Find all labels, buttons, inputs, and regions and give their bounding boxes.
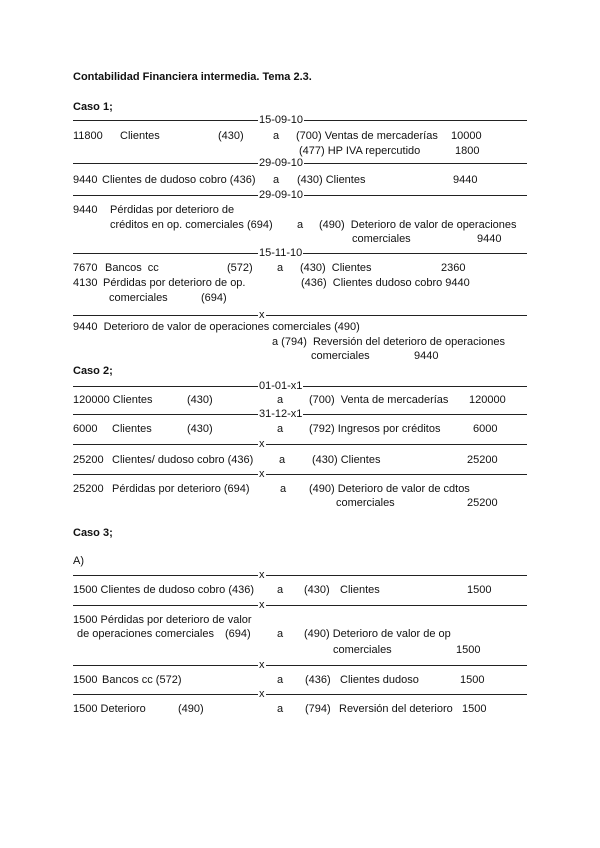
credit-account: (490) Deterioro de valor de cdtos bbox=[309, 483, 470, 495]
credit-account: (436) Clientes dudoso cobro 9440 bbox=[301, 277, 470, 289]
entry-connector: a bbox=[277, 703, 284, 715]
debit-amount: 11800 bbox=[73, 130, 103, 142]
credit-amount: 1500 bbox=[456, 644, 481, 656]
entry-separator bbox=[73, 408, 527, 421]
entry-marker: x bbox=[259, 569, 265, 581]
credit-amount: 2360 bbox=[441, 262, 466, 274]
entry-connector: a bbox=[277, 584, 284, 596]
debit-account: Pérdidas por deterioro de bbox=[110, 204, 235, 216]
credit-account: Reversión del deterioro bbox=[339, 703, 453, 715]
debit-amount: 25200 bbox=[73, 454, 104, 466]
entry-date: 31-12-x1 bbox=[259, 408, 303, 420]
debit-account: Pérdidas por deterioro (694) bbox=[112, 483, 250, 495]
entry-connector: a bbox=[273, 174, 280, 186]
entry-separator bbox=[73, 599, 527, 612]
entry-separator bbox=[73, 468, 527, 481]
entry-connector: a bbox=[277, 628, 284, 640]
account-code: (430) bbox=[187, 423, 213, 435]
debit-account: Clientes bbox=[120, 130, 160, 142]
debit-line: 9440 Deterioro de valor de operaciones comerciales (490) bbox=[73, 321, 360, 333]
debit-account: comerciales bbox=[109, 292, 168, 304]
debit-line: 1500 Clientes de dudoso cobro (436) bbox=[73, 584, 255, 596]
credit-amount: 1500 bbox=[462, 703, 487, 715]
credit-account: (430) Clientes bbox=[312, 454, 381, 466]
credit-account: Clientes dudoso bbox=[340, 674, 419, 686]
credit-amount: 25200 bbox=[467, 454, 498, 466]
credit-amount: 9440 bbox=[453, 174, 478, 186]
case-2-heading: Caso 2; bbox=[73, 365, 113, 377]
account-code: (694) bbox=[225, 628, 251, 640]
entry-marker: x bbox=[259, 599, 265, 611]
entry-separator bbox=[73, 438, 527, 451]
entry-date: 29-09-10 bbox=[259, 157, 304, 169]
credit-account: Clientes bbox=[340, 584, 380, 596]
account-code: (572) bbox=[227, 262, 253, 274]
subsection-label: A) bbox=[73, 555, 84, 567]
debit-amount: 1500 bbox=[73, 674, 98, 686]
debit-amount: 7670 bbox=[73, 262, 98, 274]
credit-account: comerciales bbox=[352, 233, 411, 245]
credit-account: (792) Ingresos por créditos bbox=[309, 423, 441, 435]
credit-account: (700) Ventas de mercaderías bbox=[296, 130, 438, 142]
entry-marker: x bbox=[259, 438, 265, 450]
case-3-heading: Caso 3; bbox=[73, 527, 113, 539]
entry-separator bbox=[73, 189, 527, 202]
entry-marker: x bbox=[259, 659, 265, 671]
account-code: (436) bbox=[305, 674, 331, 686]
account-code: (430) bbox=[187, 394, 213, 406]
credit-account: (700) Venta de mercaderías bbox=[309, 394, 449, 406]
case-1-heading: Caso 1; bbox=[73, 101, 113, 113]
debit-amount: 9440 bbox=[73, 204, 98, 216]
entry-marker: x bbox=[259, 468, 265, 480]
debit-line: 1500 Pérdidas por deterioro de valor bbox=[73, 614, 252, 626]
debit-account: Clientes de dudoso cobro (436) bbox=[102, 174, 256, 186]
entry-connector: a bbox=[279, 454, 286, 466]
debit-account: Bancos cc bbox=[105, 262, 159, 274]
account-code: (490) bbox=[178, 703, 204, 715]
entry-connector: a bbox=[273, 130, 280, 142]
credit-account: (430) Clientes bbox=[300, 262, 372, 274]
entry-connector: a bbox=[277, 394, 284, 406]
credit-amount: 1500 bbox=[460, 674, 485, 686]
credit-account: (490) Deterioro de valor de operaciones bbox=[319, 219, 517, 231]
debit-amount: 4130 bbox=[73, 277, 98, 289]
entry-separator bbox=[73, 380, 527, 393]
entry-date: 15-11-10 bbox=[259, 247, 303, 259]
credit-account: comerciales bbox=[333, 644, 392, 656]
entry-connector: a bbox=[297, 219, 304, 231]
account-code: (794) bbox=[305, 703, 331, 715]
entry-date: 15-09-10 bbox=[259, 114, 304, 126]
credit-amount: 9440 bbox=[414, 350, 439, 362]
debit-account: Bancos cc (572) bbox=[102, 674, 182, 686]
debit-amount: 25200 bbox=[73, 483, 104, 495]
debit-amount: 9440 bbox=[73, 174, 98, 186]
debit-account: Clientes bbox=[112, 423, 152, 435]
debit-account: créditos en op. comerciales (694) bbox=[110, 219, 273, 231]
entry-date: 01-01-x1 bbox=[259, 380, 303, 392]
credit-amount: 10000 bbox=[451, 130, 482, 142]
credit-amount: 9440 bbox=[477, 233, 502, 245]
entry-separator bbox=[73, 157, 527, 170]
entry-separator bbox=[73, 688, 527, 701]
debit-account: Clientes/ dudoso cobro (436) bbox=[112, 454, 254, 466]
account-code: (430) bbox=[304, 584, 330, 596]
entry-connector: a bbox=[277, 423, 284, 435]
credit-account: comerciales bbox=[311, 350, 370, 362]
credit-amount: 6000 bbox=[473, 423, 498, 435]
debit-line: 120000 Clientes bbox=[73, 394, 153, 406]
entry-separator bbox=[73, 247, 527, 260]
entry-connector: a bbox=[280, 483, 287, 495]
debit-line: 1500 Deterioro bbox=[73, 703, 146, 715]
entry-connector: a bbox=[277, 674, 284, 686]
entry-separator bbox=[73, 569, 527, 582]
entry-separator bbox=[73, 114, 527, 127]
credit-account: (430) Clientes bbox=[297, 174, 366, 186]
debit-amount: 6000 bbox=[73, 423, 98, 435]
account-code: (694) bbox=[201, 292, 227, 304]
credit-amount: 25200 bbox=[467, 497, 498, 509]
credit-amount: 120000 bbox=[469, 394, 506, 406]
credit-account: a (794) Reversión del deterioro de operaciones bbox=[272, 336, 505, 348]
entry-marker: x bbox=[259, 309, 265, 321]
credit-amount: 1500 bbox=[467, 584, 492, 596]
debit-account: de operaciones comerciales bbox=[77, 628, 214, 640]
document-title: Contabilidad Financiera intermedia. Tema 2.3. bbox=[73, 71, 312, 83]
credit-account: comerciales bbox=[336, 497, 395, 509]
entry-date: 29-09-10 bbox=[259, 189, 304, 201]
entry-connector: a bbox=[277, 262, 284, 274]
entry-marker: x bbox=[259, 688, 265, 700]
credit-account: (490) Deterioro de valor de op bbox=[304, 628, 451, 640]
credit-amount: 1800 bbox=[455, 145, 480, 157]
credit-account: (477) HP IVA repercutido bbox=[299, 145, 421, 157]
debit-account: Pérdidas por deterioro de op. bbox=[103, 277, 246, 289]
entry-separator bbox=[73, 659, 527, 672]
account-code: (430) bbox=[218, 130, 244, 142]
